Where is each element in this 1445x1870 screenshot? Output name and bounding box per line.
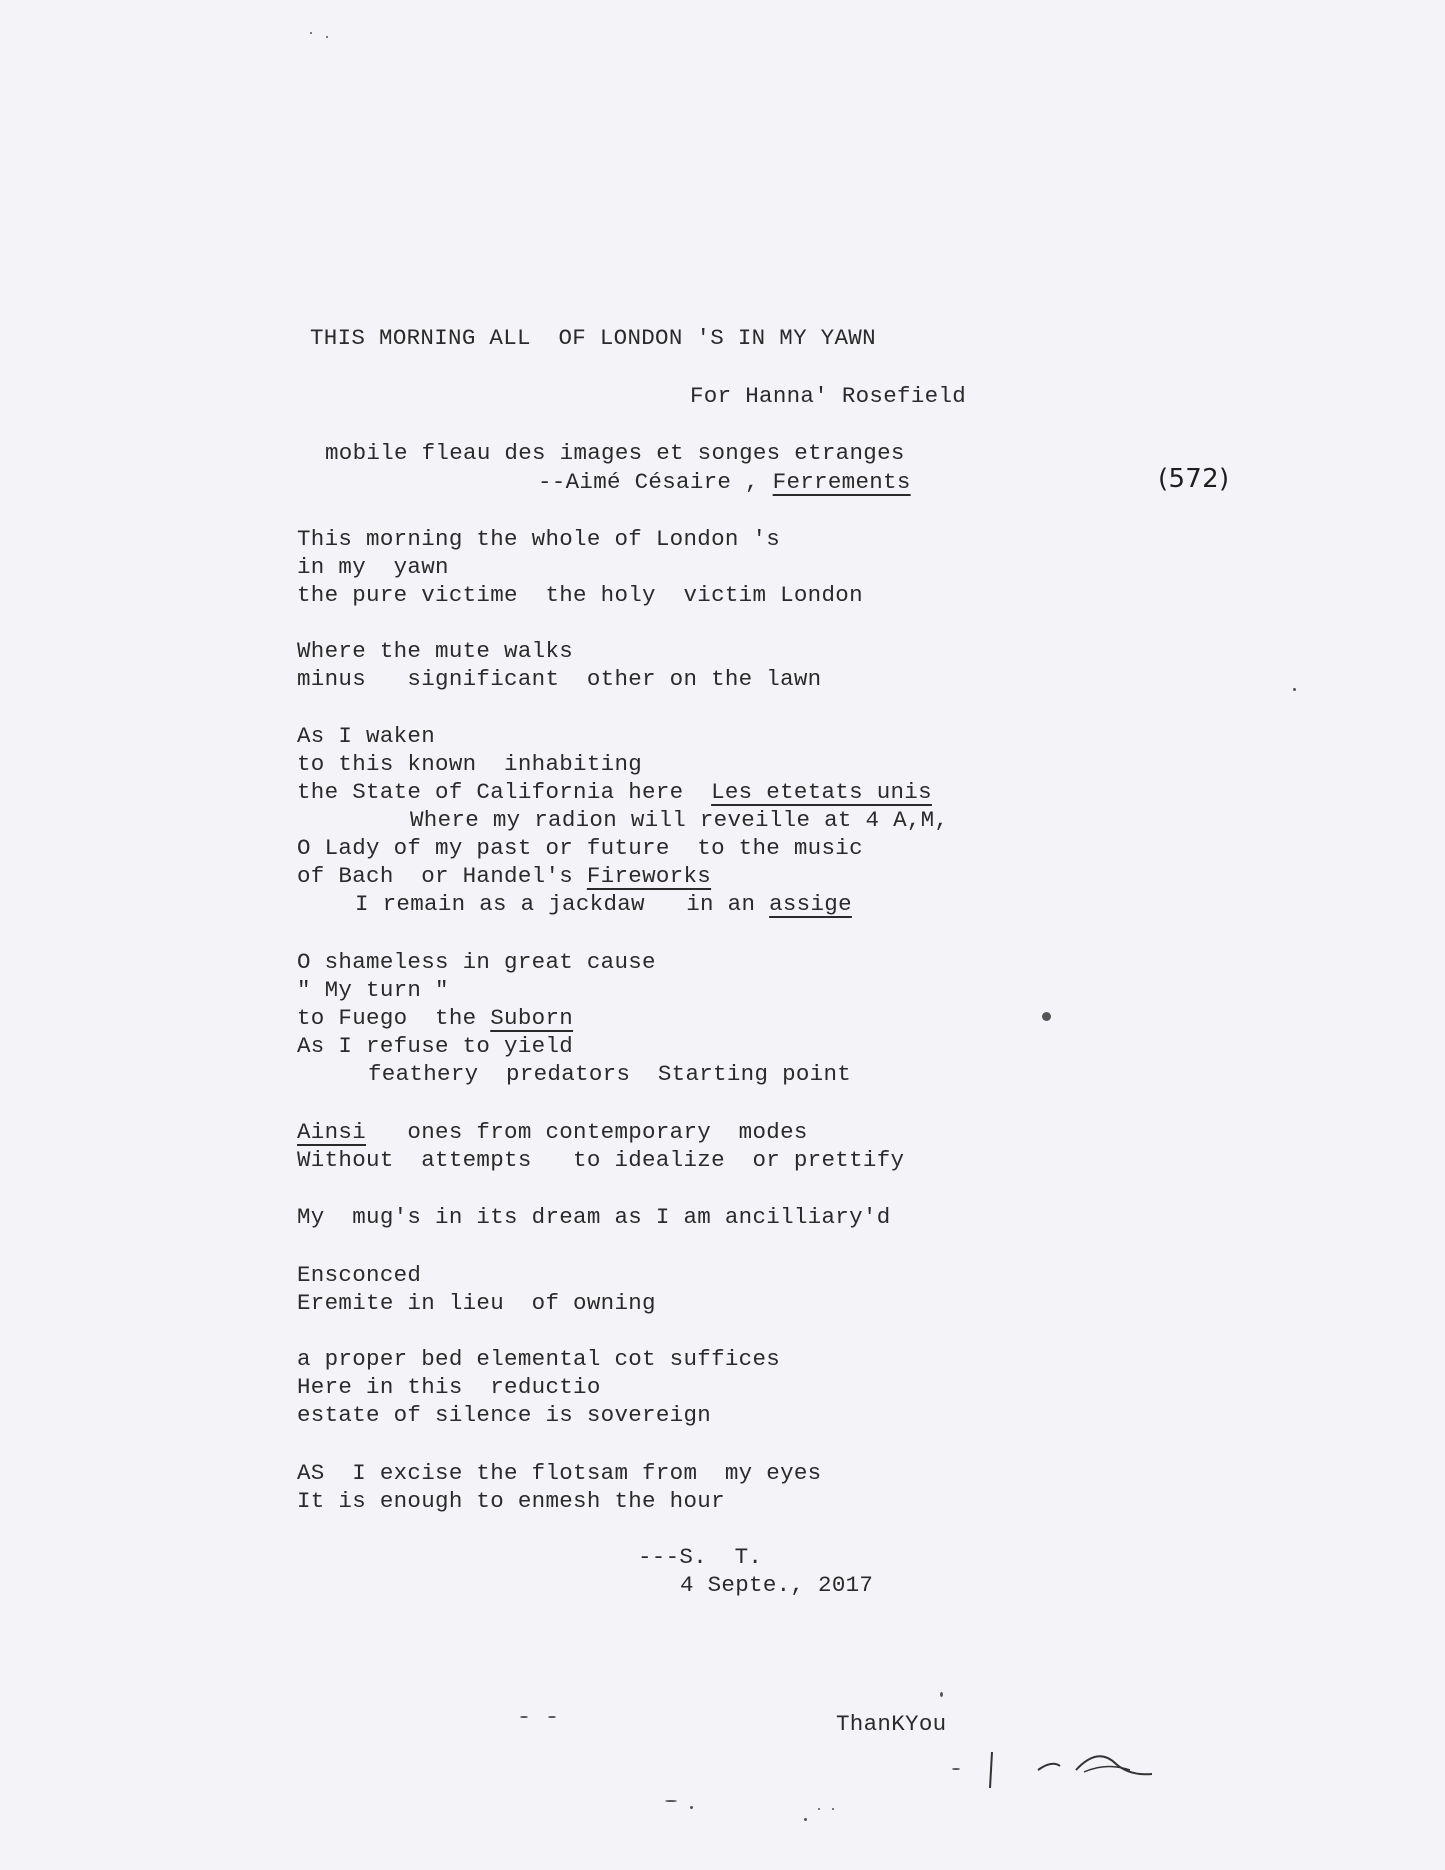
poem-line-text: ones from contemporary modes [366,1119,808,1145]
poem-line: " My turn " [297,977,449,1003]
poem-line: the pure victime the holy victim London [297,582,863,608]
poem-line [297,781,932,804]
poem-line: to this known inhabiting [297,751,643,777]
poem-line: Here in this reductio [297,1374,601,1400]
poem-line-text: of Bach or Handel's [297,863,587,889]
poem-line [355,893,852,916]
poem-line: a proper bed elemental cot suffices [297,1346,781,1372]
epigraph-attribution [538,471,911,494]
poem-line: As I refuse to yield [297,1033,574,1059]
poem-line: AS I excise the flotsam from my eyes [297,1460,822,1486]
poem-line [297,1007,573,1030]
poem-line: Where my radion will reveille at 4 A,M, [410,807,949,833]
underlined-phrase: Fireworks [586,863,712,889]
epigraph-author: --Aimé Césaire , [538,469,773,495]
ink-speck [940,1692,943,1697]
ink-speck [548,1716,556,1718]
poem-line: minus significant other on the lawn [297,666,822,692]
poem-line: Where the mute walks [297,638,574,664]
poem-line: Without attempts to idealize or prettify [297,1147,905,1173]
poem-line: My mug's in its dream as I am ancilliary'd [297,1204,891,1230]
poem-line: O shameless in great cause [297,949,656,975]
poem-line [297,865,711,888]
poem-line: in my yawn [297,554,449,580]
ink-speck [326,36,328,38]
underlined-phrase: Les etetats unis [711,779,932,805]
page-number: (572) [1158,464,1230,494]
poem-line [297,1121,808,1144]
thank-you-note: ThanKYou [836,1711,947,1737]
poem-line: estate of silence is sovereign [297,1402,712,1428]
epigraph-work-title: Ferrements [772,469,911,495]
poem-line-text: the State of California here [297,779,712,805]
poem-line-text: I remain as a jackdaw in an [355,891,770,917]
poem-line: Eremite in lieu of owning [297,1290,656,1316]
dedication: For Hanna' Rosefield [690,383,967,409]
ink-speck [665,1800,677,1802]
poem-line: O Lady of my past or future to the music [297,835,863,861]
poem-line: This morning the whole of London 's [297,526,781,552]
ink-speck [818,1808,820,1810]
ink-speck [952,1768,960,1770]
signoff-date: 4 Septe., 2017 [680,1572,874,1598]
underlined-phrase: Suborn [490,1005,574,1031]
poem-line: As I waken [297,723,436,749]
poem-line: It is enough to enmesh the hour [297,1488,725,1514]
ink-speck [832,1808,834,1810]
ink-speck [310,32,312,34]
ink-speck [520,1716,528,1718]
poem-line-text: to Fuego the [297,1005,491,1031]
ink-speck [804,1818,807,1821]
signature-scribble [980,1740,1160,1800]
ink-speck [690,1806,693,1809]
poem-line: feathery predators Starting point [368,1061,852,1087]
ink-speck [1293,688,1296,691]
poem-line: Ensconced [297,1262,422,1288]
poem-title: THIS MORNING ALL OF LONDON 'S IN MY YAWN [310,325,876,351]
signoff-initials: ---S. T. [638,1544,763,1570]
ink-speck [1042,1012,1051,1021]
underlined-phrase: assige [769,891,852,917]
underlined-phrase: Ainsi [297,1119,367,1145]
epigraph-line: mobile fleau des images et songes etranges [325,440,905,466]
